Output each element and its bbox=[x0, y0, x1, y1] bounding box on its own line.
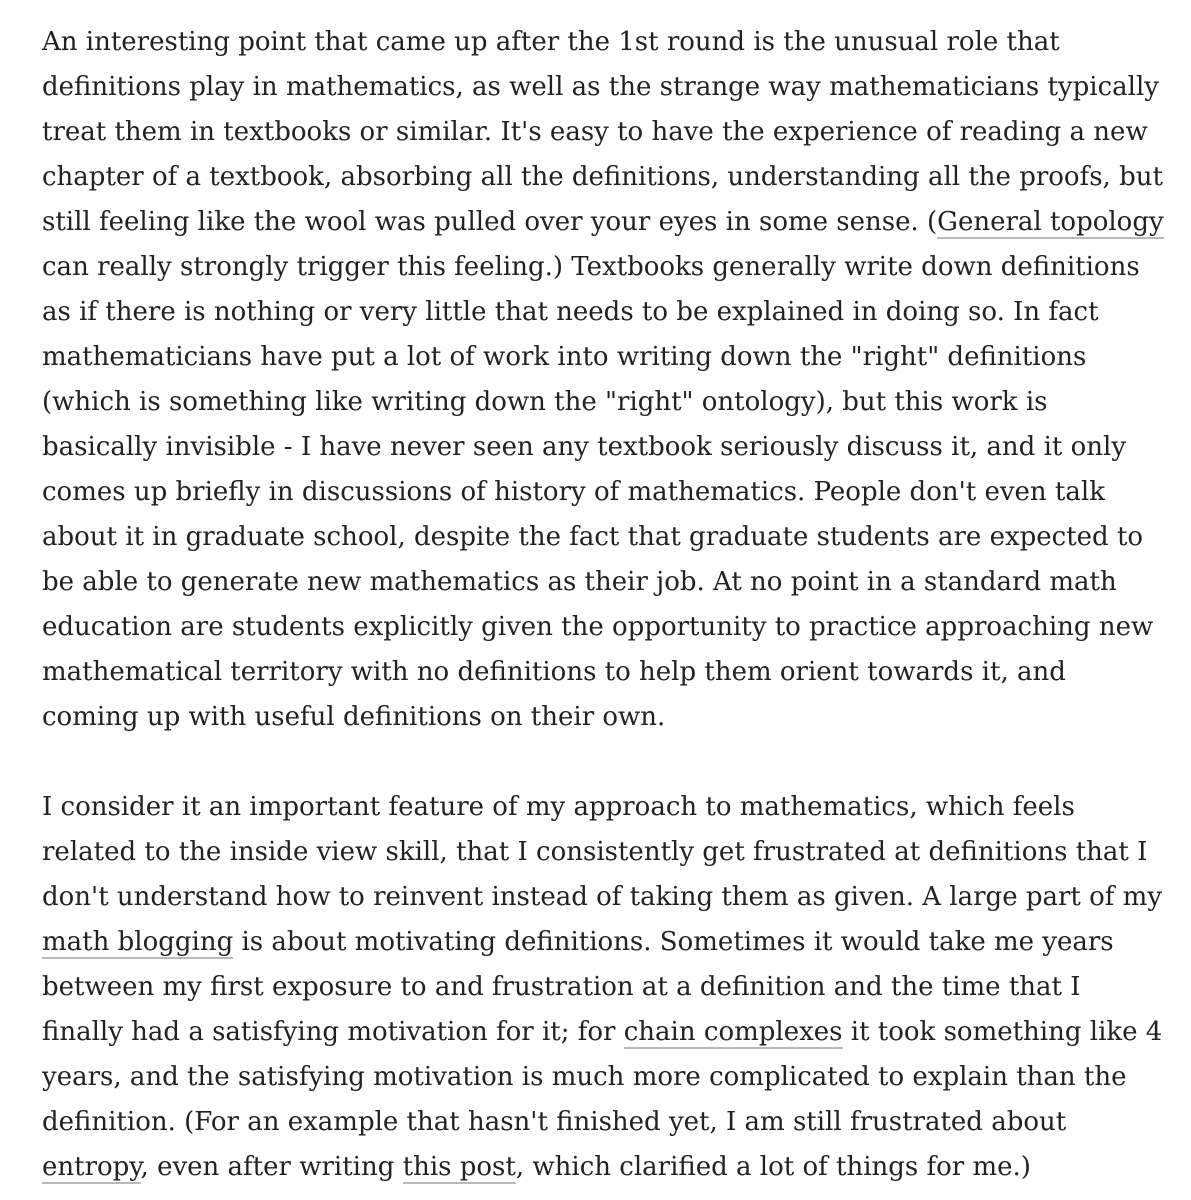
article-body bbox=[42, 20, 1172, 1190]
text-segment: it took something like 4 bbox=[842, 1017, 1163, 1047]
text-line bbox=[42, 1010, 1172, 1055]
text-segment: finally had a satisfying motivation for it; for bbox=[42, 1017, 624, 1047]
paragraph-spacer bbox=[42, 740, 1172, 785]
text-line: mathematicians have put a lot of work into writing down the "right" definitions bbox=[42, 342, 1087, 372]
text-line bbox=[42, 1145, 1172, 1190]
text-line: I consider it an important feature of my approach to mathematics, which feels bbox=[42, 792, 1075, 822]
text-line: coming up with useful definitions on their own. bbox=[42, 702, 666, 732]
text-line: about it in graduate school, despite the fact that graduate students are expected to bbox=[42, 522, 1144, 552]
text-line: (which is something like writing down the "right" ontology), but this work is bbox=[42, 387, 1048, 417]
text-line bbox=[42, 920, 1172, 965]
text-line: An interesting point that came up after the 1st round is the unusual role that bbox=[42, 27, 1060, 57]
entropy-link[interactable]: entropy bbox=[42, 1152, 141, 1182]
text-line: don't understand how to reinvent instead of taking them as given. A large part of my bbox=[42, 882, 1163, 912]
text-line: related to the inside view skill, that I consistently get frustrated at definitions that I bbox=[42, 837, 1148, 867]
this-post-link[interactable]: this post bbox=[402, 1152, 516, 1182]
text-line: mathematical territory with no definitions to help them orient towards it, and bbox=[42, 657, 1066, 687]
text-line: years, and the satisfying motivation is much more complicated to explain than the bbox=[42, 1062, 1127, 1092]
math-blogging-link[interactable]: math blogging bbox=[42, 927, 234, 957]
text-line: chapter of a textbook, absorbing all the definitions, understanding all the proofs, but bbox=[42, 162, 1163, 192]
text-line: basically invisible - I have never seen any textbook seriously discuss it, and it only bbox=[42, 432, 1127, 462]
text-line: be able to generate new mathematics as their job. At no point in a standard math bbox=[42, 567, 1117, 597]
paragraph-definitions-role bbox=[42, 20, 1172, 740]
text-line: definition. (For an example that hasn't finished yet, I am still frustrated about bbox=[42, 1107, 1067, 1137]
text-segment: still feeling like the wool was pulled over your eyes in some sense. ( bbox=[42, 207, 938, 237]
chain-complexes-link[interactable]: chain complexes bbox=[623, 1017, 843, 1047]
text-segment: , even after writing bbox=[140, 1152, 403, 1182]
text-line: education are students explicitly given the opportunity to practice approaching new bbox=[42, 612, 1154, 642]
paragraph-motivating-definitions bbox=[42, 785, 1172, 1190]
text-line: treat them in textbooks or similar. It's easy to have the experience of reading a new bbox=[42, 117, 1148, 147]
text-line: can really strongly trigger this feeling.) Textbooks generally write down definitions bbox=[42, 252, 1140, 282]
general-topology-link[interactable]: General topology bbox=[937, 207, 1164, 237]
text-segment: is about motivating definitions. Sometimes it would take me years bbox=[233, 927, 1114, 957]
text-line: comes up briefly in discussions of history of mathematics. People don't even talk bbox=[42, 477, 1105, 507]
text-line: as if there is nothing or very little that needs to be explained in doing so. In fact bbox=[42, 297, 1099, 327]
text-line bbox=[42, 200, 1172, 245]
text-line: between my first exposure to and frustration at a definition and the time that I bbox=[42, 972, 1081, 1002]
text-line: definitions play in mathematics, as well as the strange way mathematicians typically bbox=[42, 72, 1159, 102]
text-segment: , which clarified a lot of things for me.) bbox=[515, 1152, 1031, 1182]
